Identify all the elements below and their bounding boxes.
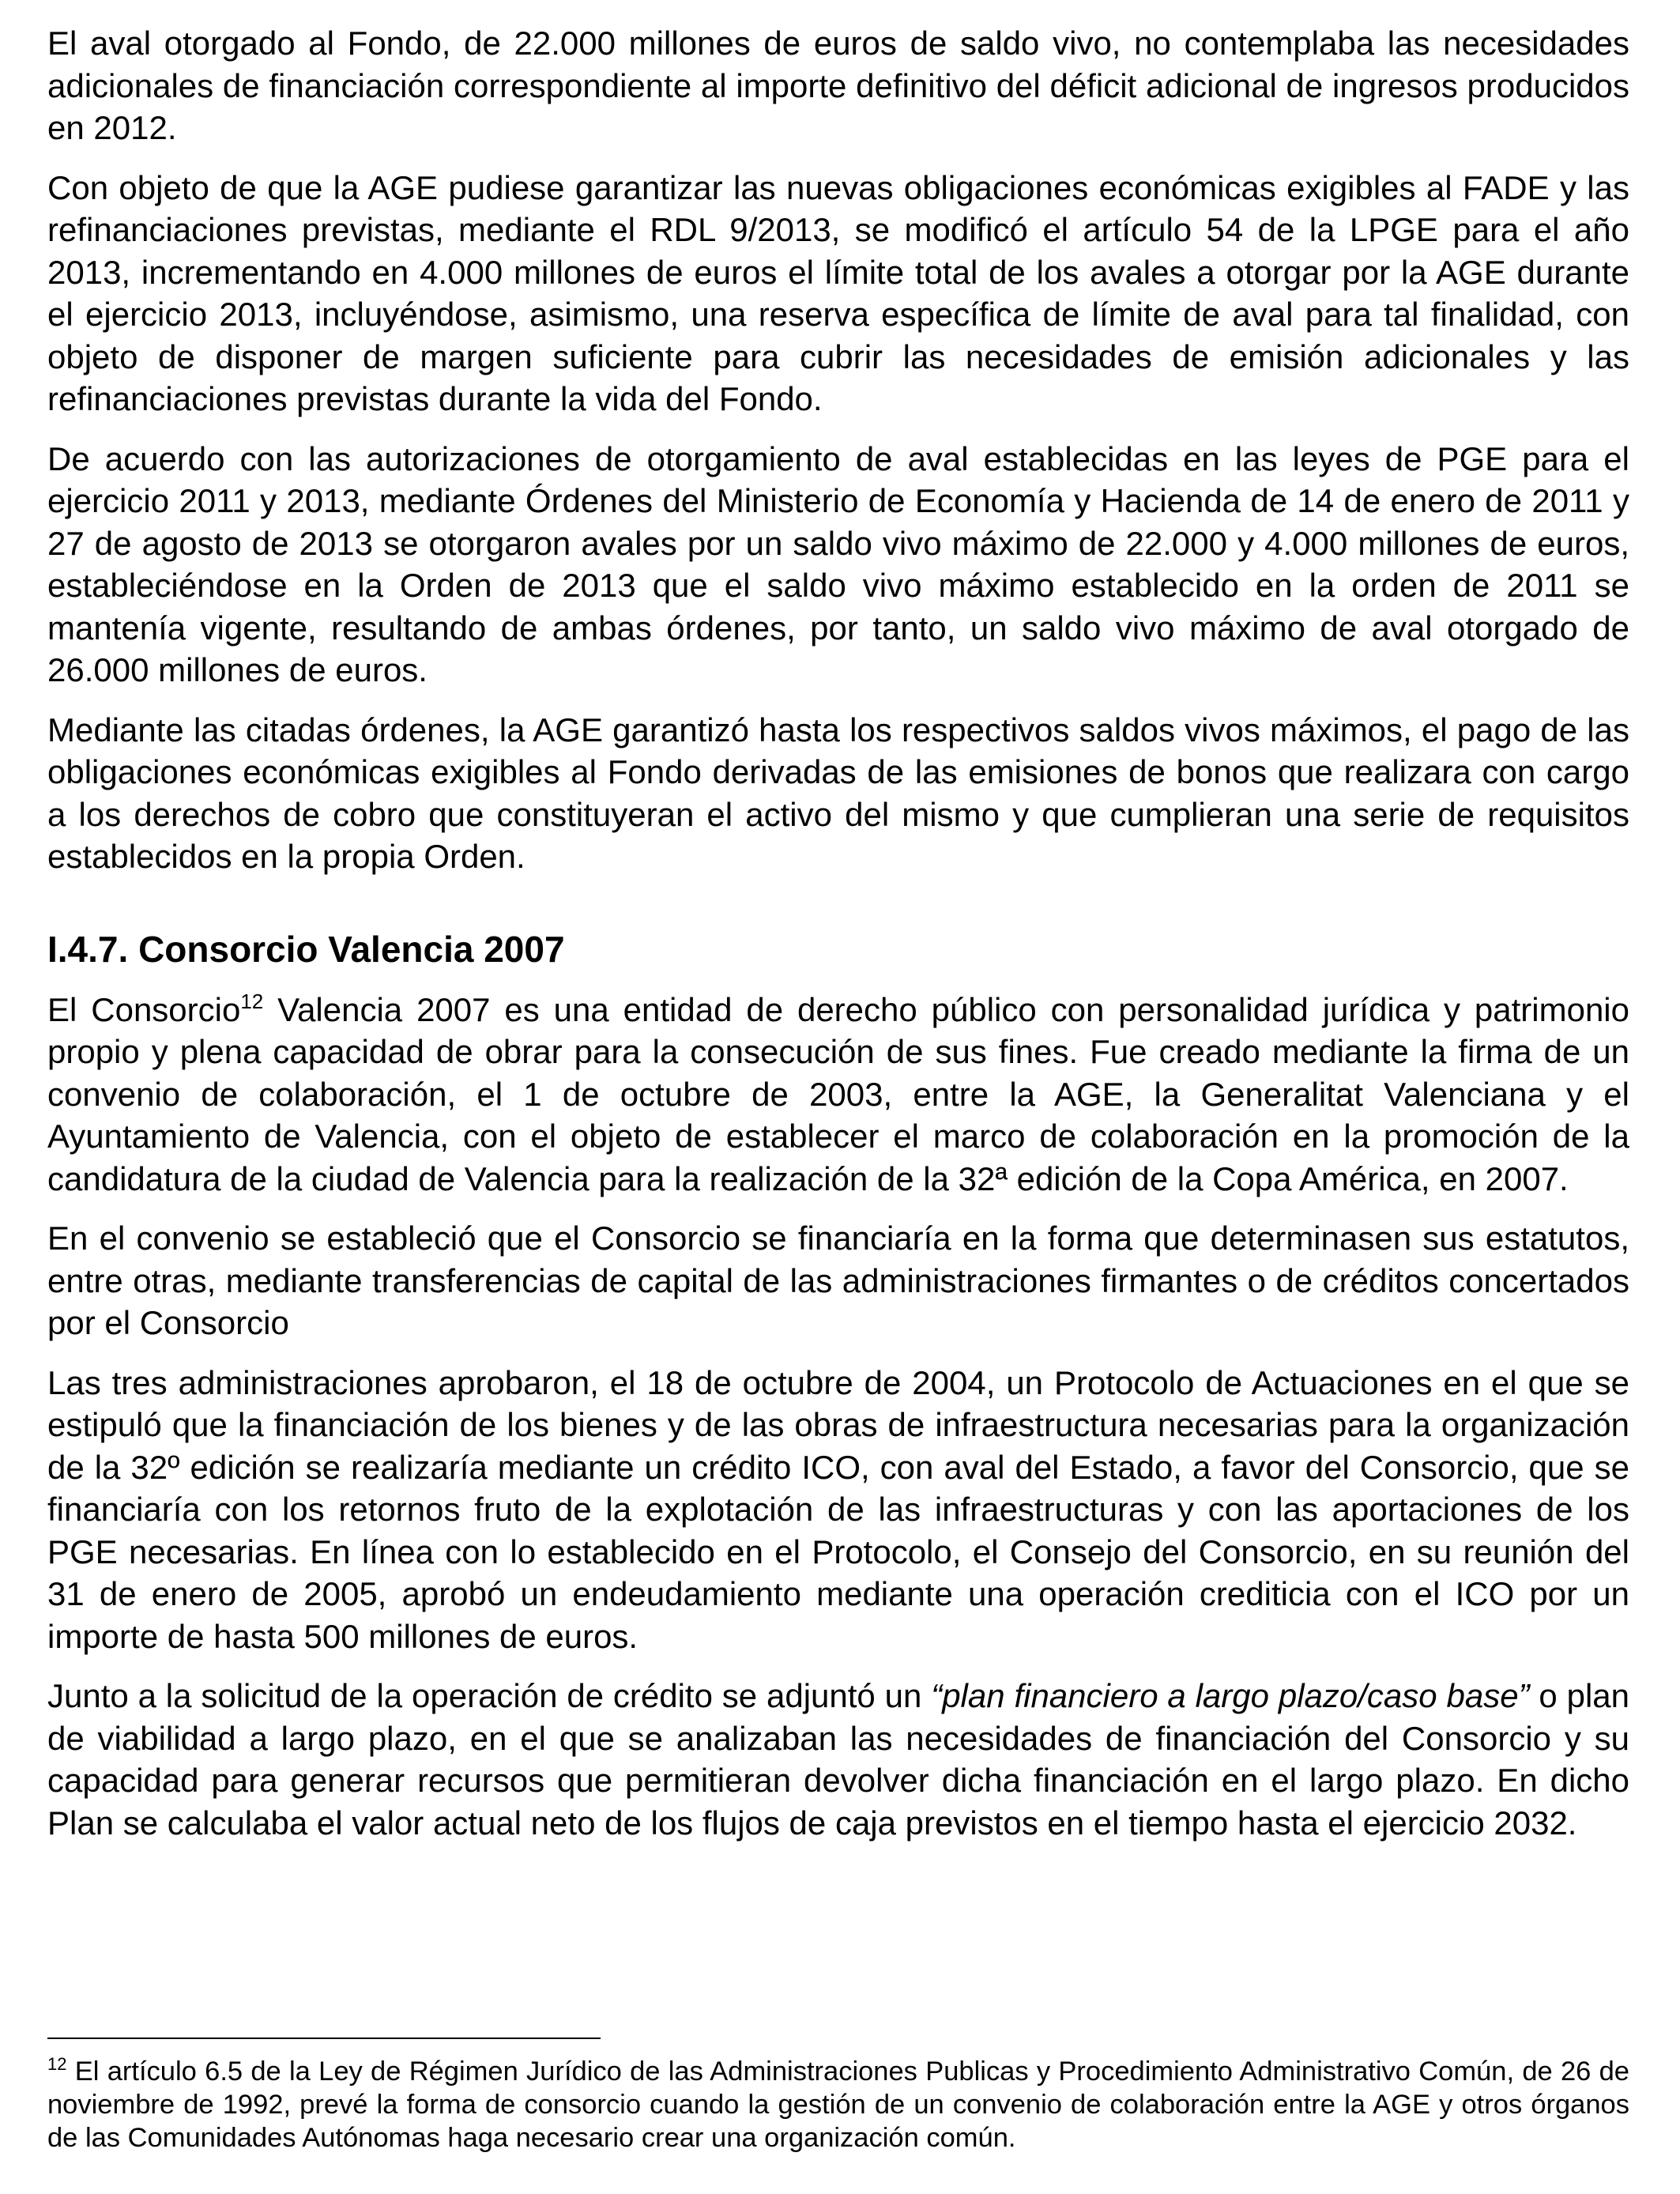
footnote-text: El artículo 6.5 de la Ley de Régimen Jurídico de las Administraciones Publicas y Procedimiento Administrativo Común, de 26 de noviembre de 1992, prevé la forma de consorcio cuando la gestión de un convenio de colaboración entre la AGE y otros órganos de las Comunidades Autónomas haga necesario crear una organización común. — [47, 2056, 1629, 2153]
paragraph-protocolo-actuaciones: Las tres administraciones aprobaron, el 18 de octubre de 2004, un Protocolo de Actuaciones en el que se estipuló que la financiación de los bienes y de las obras de infraestructura necesarias para la organización de la 32º edición se realizaría mediante un crédito ICO, con aval del Estado, a favor del Consorcio, que se financiaría con los retornos fruto de la explotación de las infraestructuras y con las aportaciones de los PGE necesarias. En línea con lo establecido en el Protocolo, el Consejo del Consorcio, en su reunión del 31 de enero de 2005, aprobó un endeudamiento mediante una operación crediticia con el ICO por un importe de hasta 500 millones de euros. — [47, 1363, 1629, 1655]
footnote — [47, 2055, 1629, 2154]
document-page — [47, 22, 1629, 1861]
plan-text-start: Junto a la solicitud de la operación de crédito se adjuntó un — [47, 1677, 932, 1714]
paragraph-convenio-financiacion: En el convenio se estableció que el Consorcio se financiaría en la forma que determinasen sus estatutos, entre otras, mediante transferencias de capital de las administraciones firmantes o de créditos concertados por el Consorcio — [47, 1220, 1629, 1341]
plan-text-rest: o plan de viabilidad a largo plazo, en el que se analizaban las necesidades de financiación del Consorcio y su capacidad para generar recursos que permitieran devolver dicha financiación en el largo plazo. En dicho Plan se calculaba el valor actual neto de los flujos de caja previstos en el tiempo hasta el ejercicio 2032. — [47, 1677, 1630, 1842]
paragraph-ordenes-ministerio: De acuerdo con las autorizaciones de otorgamiento de aval establecidas en las leyes de PGE para el ejercicio 2011 y 2013, mediante Órdenes del Ministerio de Economía y Hacienda de 14 de enero de 2011 y 27 de agosto de 2013 se otorgaron avales por un saldo vivo máximo de 22.000 y 4.000 millones de euros, estableciéndose en la Orden de 2013 que el saldo vivo máximo establecido en la orden de 2011 se mantenía vigente, resultando de ambas órdenes, por tanto, un saldo vivo máximo de aval otorgado de 26.000 millones de euros. — [47, 439, 1629, 688]
intro-text-start: El Consorcio — [47, 990, 241, 1028]
footnote-separator — [47, 2038, 601, 2039]
paragraph-consorcio-intro — [47, 989, 1629, 1201]
paragraph-aval-fondo: El aval otorgado al Fondo, de 22.000 millones de euros de saldo vivo, no contemplaba las necesidades adicionales de financiación correspondiente al importe definitivo del déficit adicional de ingresos producidos en 2012. — [47, 25, 1629, 146]
paragraph-garantia-age: Mediante las citadas órdenes, la AGE garantizó hasta los respectivos saldos vivos máximos, el pago de las obligaciones económicas exigibles al Fondo derivadas de las emisiones de bonos que realizara con cargo a los derechos de cobro que constituyeran el activo del mismo y que cumplieran una serie de requisitos establecidos en la propia Orden. — [47, 711, 1629, 875]
section-heading: I.4.7. Consorcio Valencia 2007 — [47, 928, 565, 970]
paragraph-plan-financiero — [47, 1675, 1629, 1844]
paragraph-rdl-9-2013: Con objeto de que la AGE pudiese garantizar las nuevas obligaciones económicas exigibles al FADE y las refinanciaciones previstas, mediante el RDL 9/2013, se modificó el artículo 54 de la LPGE para el año 2013, incrementando en 4.000 millones de euros el límite total de los avales a otorgar por la AGE durante el ejercicio 2013, incluyéndose, asimismo, una reserva específica de límite de aval para tal finalidad, con objeto de disponer de margen suficiente para cubrir las necesidades de emisión adicionales y las refinanciaciones previstas durante la vida del Fondo. — [47, 168, 1629, 417]
footnote-number: 12 — [47, 2054, 67, 2074]
footnote-reference[interactable]: 12 — [240, 989, 264, 1013]
plan-financiero-quote: “plan financiero a largo plazo/caso base” — [931, 1677, 1530, 1714]
intro-text-rest: Valencia 2007 es una entidad de derecho público con personalidad jurídica y patrimonio propio y plena capacidad de obrar para la consecución de sus fines. Fue creado mediante la firma de un convenio de colaboración, el 1 de octubre de 2003, entre la AGE, la Generalitat Valenciana y el Ayuntamiento de Valencia, con el objeto de establecer el marco de colaboración en la promoción de la candidatura de la ciudad de Valencia para la realización de la 32ª edición de la Copa América, en 2007. — [47, 990, 1629, 1197]
